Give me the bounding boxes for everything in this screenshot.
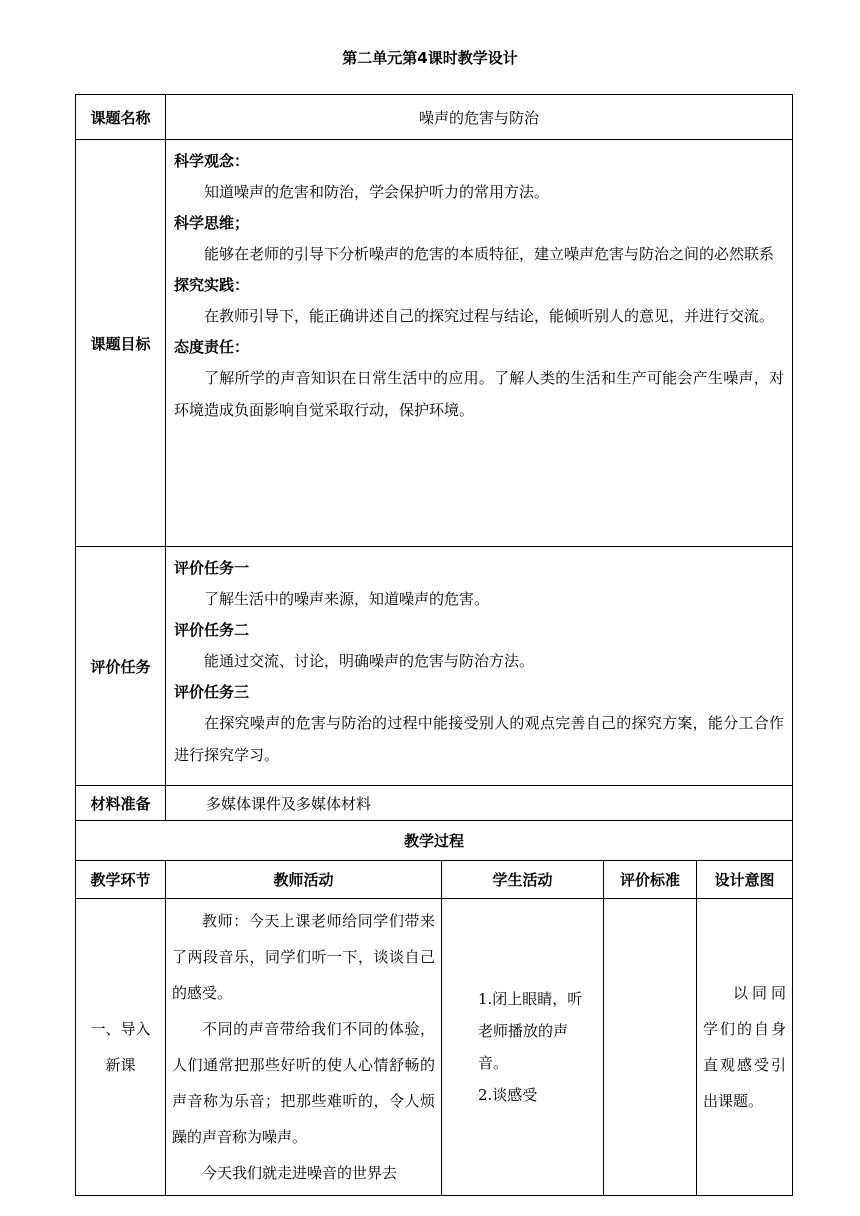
- evaluation-task-text: 在探究噪声的危害与防治的过程中能接受别人的观点完善自己的探究方案，能分工合作进行探究学习。: [174, 714, 785, 764]
- evaluation-task-text: 能通过交流、讨论，明确噪声的危害与防治方法。: [204, 652, 535, 670]
- criteria-cell: [604, 899, 697, 1196]
- student-activity-cell: [442, 899, 604, 1196]
- student-activity-text: 1.闭上眼睛，听老师播放的声音。: [478, 990, 583, 1072]
- evaluation-task-text: 了解生活中的噪声来源，知道噪声的危害。: [204, 590, 490, 608]
- design-intent-cell: [697, 899, 793, 1196]
- goal-heading: 态度责任：: [174, 338, 250, 356]
- column-header: 评价标准: [604, 861, 697, 899]
- goal-heading: 探究实践：: [174, 276, 250, 294]
- materials-value: [166, 786, 793, 821]
- goals-row: [76, 140, 793, 547]
- topic-row: [76, 95, 793, 140]
- teacher-activity-cell: [166, 899, 442, 1196]
- process-title-row: [76, 821, 793, 861]
- goal-heading: 科学观念：: [174, 152, 250, 170]
- evaluation-label: 评价任务: [76, 547, 166, 786]
- goal-text: 在教师引导下，能正确讲述自己的探究过程与结论，能倾听别人的意见，并进行交流。: [204, 307, 775, 325]
- column-header: 教学环节: [76, 861, 166, 899]
- goal-text: 知道噪声的危害和防治，学会保护听力的常用方法。: [204, 183, 550, 201]
- process-title: 教学过程: [76, 821, 793, 861]
- teacher-activity-text: 今天我们就走进噪音的世界去: [202, 1164, 398, 1182]
- stage-text: 一、导入新课: [90, 1020, 151, 1074]
- column-header: 设计意图: [697, 861, 793, 899]
- evaluation-row: [76, 547, 793, 786]
- goals-label: 课题目标: [76, 140, 166, 547]
- lesson-plan-table: [75, 94, 793, 1196]
- materials-row: [76, 786, 793, 821]
- process-row: [76, 899, 793, 1196]
- document-title: 第二单元第4课时教学设计: [342, 49, 518, 67]
- design-intent-text: 以同同学们的自身直观感受引出课题。: [703, 984, 787, 1110]
- topic-label: 课题名称: [76, 95, 166, 140]
- process-header-row: [76, 861, 793, 899]
- evaluation-task-heading: 评价任务二: [174, 621, 250, 639]
- evaluation-task-heading: 评价任务三: [174, 683, 250, 701]
- goal-text: 能够在老师的引导下分析噪声的危害的本质特征，建立噪声危害与防治之间的必然联系: [204, 245, 775, 263]
- teacher-activity-text: 不同的声音带给我们不同的体验，人们通常把那些好听的使人心情舒畅的声音称为乐音；把那些难听的，令人烦躁的声音称为噪声。: [172, 1020, 435, 1146]
- stage-cell: [76, 899, 166, 1196]
- goal-text: 了解所学的声音知识在日常生活中的应用。了解人类的生活和生产可能会产生噪声，对环境造成负面影响自觉采取行动，保护环境。: [174, 369, 785, 419]
- student-activity-text: 2.谈感受: [478, 1086, 538, 1104]
- topic-value: 噪声的危害与防治: [166, 95, 793, 140]
- evaluation-task-heading: 评价任务一: [174, 559, 250, 577]
- goal-heading: 科学思维；: [174, 214, 250, 232]
- materials-label: 材料准备: [76, 786, 166, 821]
- goals-content: [166, 140, 793, 547]
- column-header: 教师活动: [166, 861, 442, 899]
- teacher-activity-text: 教师：今天上课老师给同学们带来了两段音乐，同学们听一下，谈谈自己的感受。: [172, 912, 435, 1002]
- materials-text: 多媒体课件及多媒体材料: [206, 794, 372, 813]
- evaluation-content: [166, 547, 793, 786]
- column-header: 学生活动: [442, 861, 604, 899]
